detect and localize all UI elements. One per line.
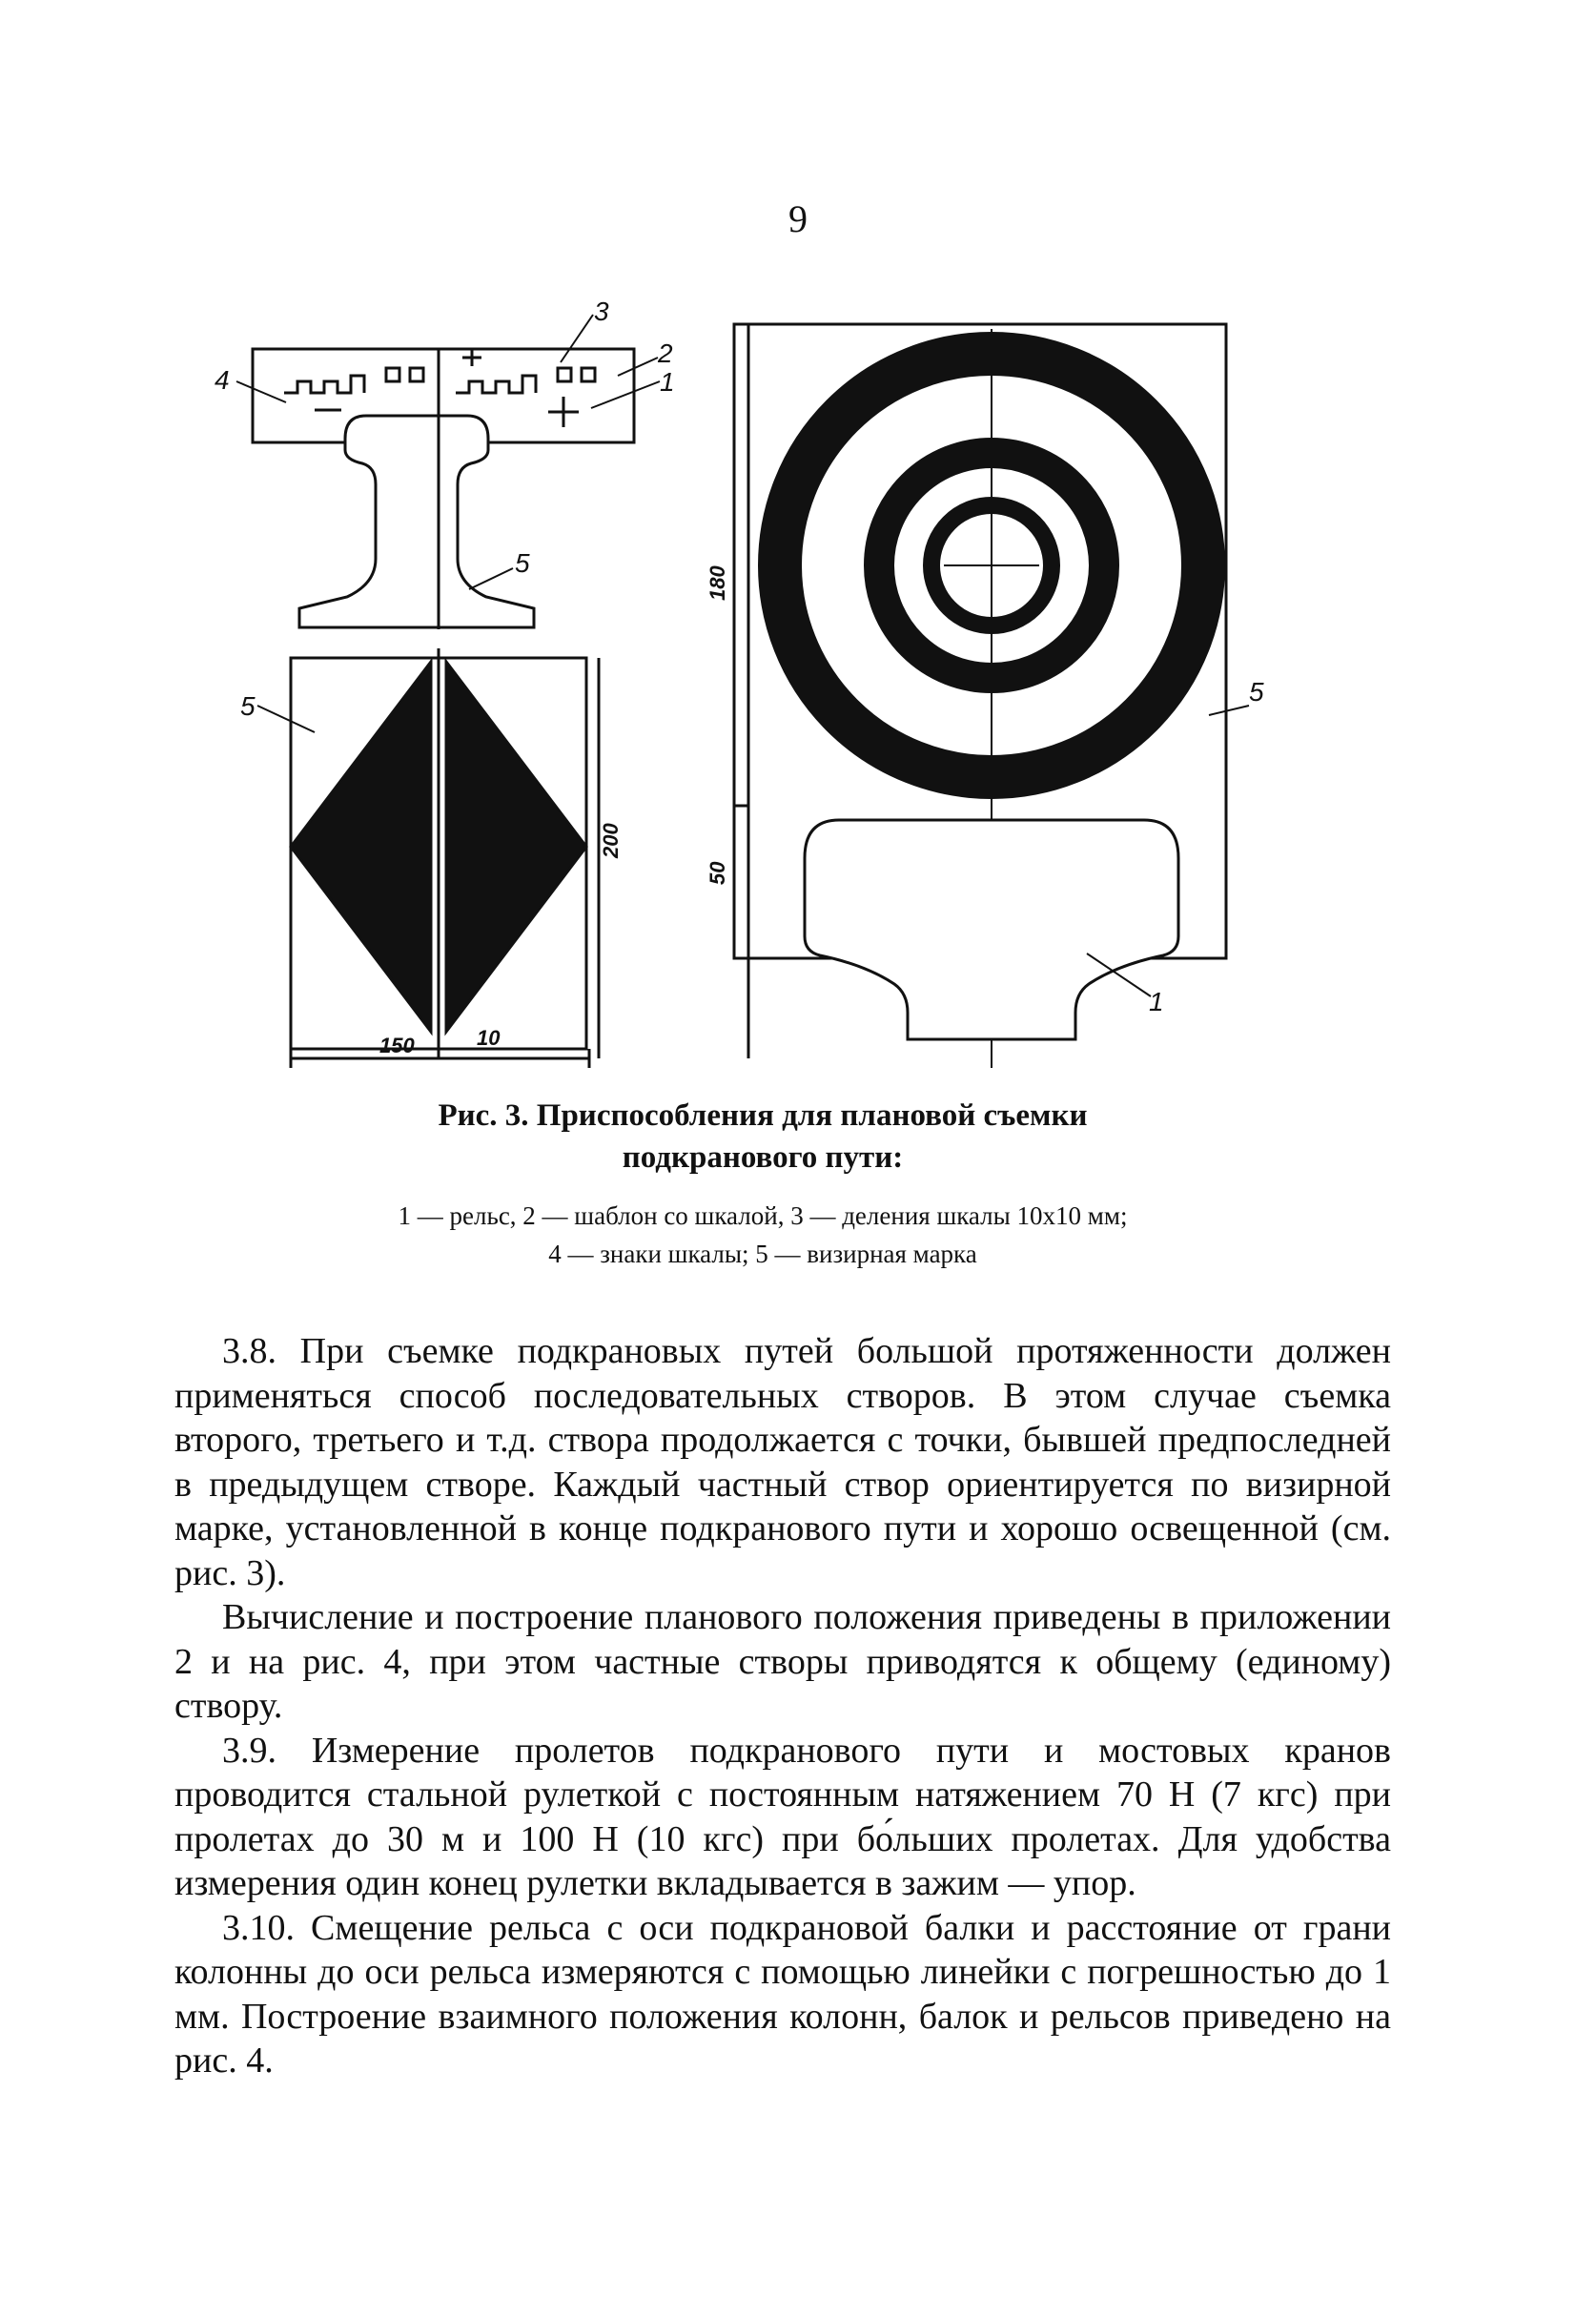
label-5: 5 bbox=[515, 548, 530, 578]
page-number: 9 bbox=[788, 197, 808, 240]
paragraph-3-9: 3.9. Измерение пролетов подкранового пути и мостовых кранов проводится стальной рулеткой с постоянным натяжением 70 Н (7 кгс) при пролетах до 30 м и 100 Н (10 кгс) при бо́льших пролетах. Для удобства измерения один конец рулетки вкладывается в зажим — упор. bbox=[174, 1730, 1391, 1903]
caption-title-line: Рис. 3. Приспособления для плановой съемки bbox=[438, 1098, 1088, 1133]
dimension-200: 200 bbox=[599, 823, 623, 858]
paragraph-3-8: 3.8. При съемке подкрановых путей большой протяженности должен применяться способ последовательных створов. В этом случае съемка второго, третьего и т.д. створа продолжается с точки, бывшей предпоследней в предыдущем створе. Каждый частный створ ориентируется по визирной марке, установленной в конце подкранового пути и хорошо освещенной (см. рис. 3). bbox=[174, 1331, 1391, 1593]
label-1: 1 bbox=[660, 367, 675, 397]
label-5-target: 5 bbox=[1249, 677, 1264, 707]
diamond-left bbox=[291, 662, 431, 1032]
dimension-10: 10 bbox=[477, 1026, 501, 1050]
label-2: 2 bbox=[658, 338, 673, 368]
label-3: 3 bbox=[594, 297, 609, 326]
target-rail-profile bbox=[805, 820, 1178, 1039]
dimension-180: 180 bbox=[706, 565, 729, 601]
caption-legend-line: 1 — рельс, 2 — шаблон со шкалой, 3 — деления шкалы 10х10 мм; bbox=[398, 1201, 1128, 1230]
dimension-50: 50 bbox=[706, 861, 729, 885]
paragraph-calc: Вычисление и построение планового положения приведены в приложении 2 и на рис. 4, при этом частные створы приводятся к общему (единому) створу. bbox=[174, 1597, 1391, 1726]
caption-legend-line: 4 — знаки шкалы; 5 — визирная марка bbox=[548, 1240, 977, 1268]
dimension-150: 150 bbox=[379, 1034, 415, 1057]
body-text bbox=[174, 1329, 1391, 2083]
paragraph-3-10: 3.10. Смещение рельса с оси подкрановой балки и расстояние от грани колонны до оси рельса измеряются с помощью линейки с погрешностью до 1 мм. Построение взаимного положения колонн, балок и рельсов приведено на рис. 4. bbox=[174, 1907, 1391, 2081]
rail-profile bbox=[299, 416, 534, 627]
caption-title-line: подкранового пути: bbox=[622, 1140, 904, 1175]
diamond-right bbox=[446, 662, 586, 1032]
figure-caption-title bbox=[191, 1095, 1335, 1179]
figure-3 bbox=[0, 0, 1596, 1087]
label-1-target: 1 bbox=[1149, 987, 1164, 1016]
figure-caption-legend bbox=[191, 1197, 1335, 1273]
label-5-diamond: 5 bbox=[240, 691, 256, 721]
label-4: 4 bbox=[215, 365, 230, 395]
